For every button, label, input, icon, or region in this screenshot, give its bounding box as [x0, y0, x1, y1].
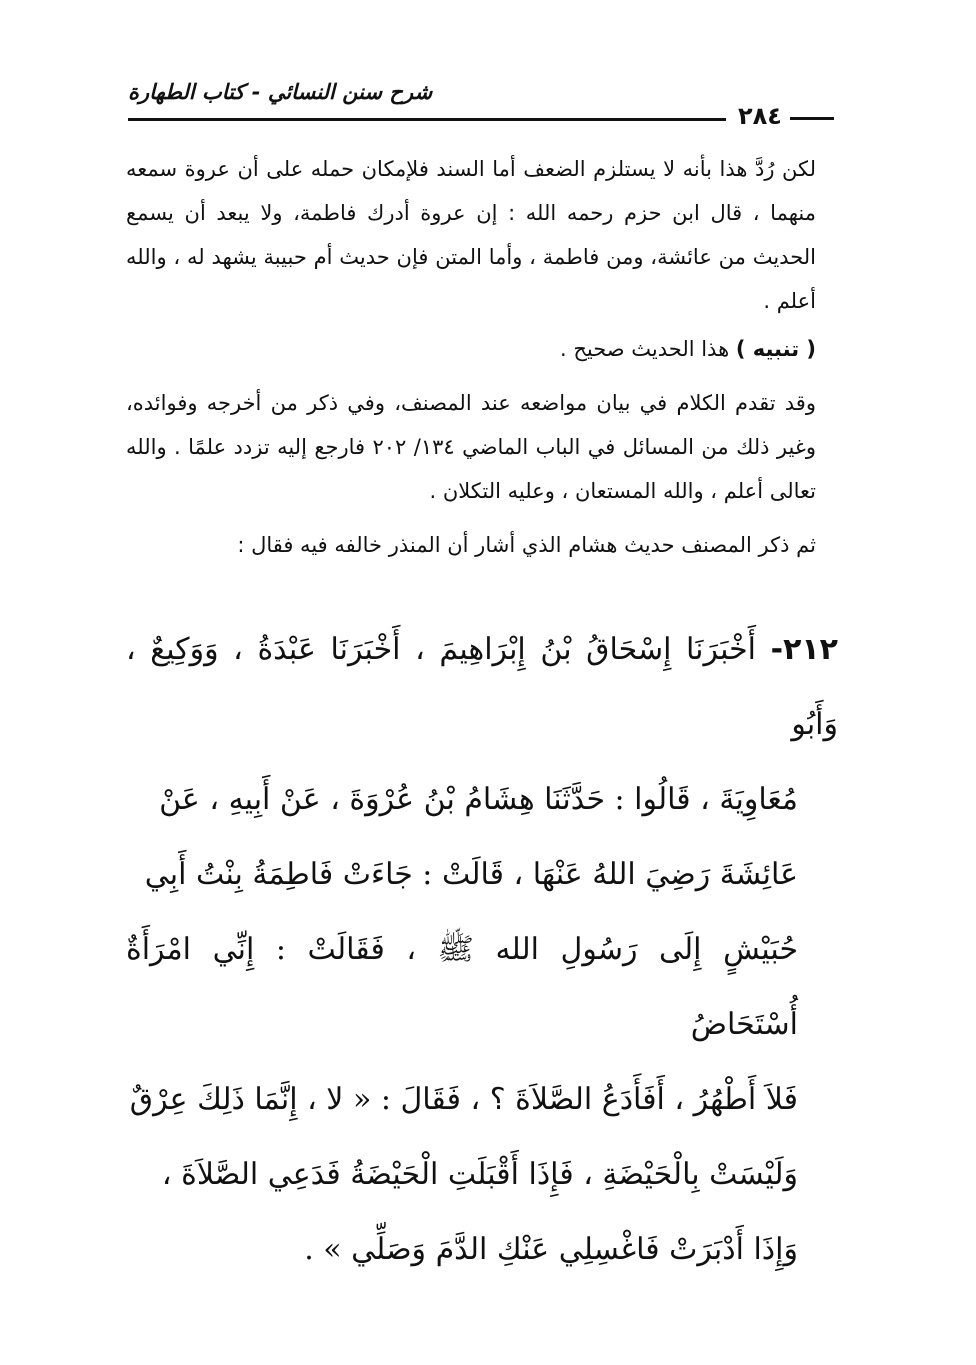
note-label: ( تنبيه ) — [735, 337, 816, 361]
running-title: شرح سنن النسائي - كتاب الطهارة — [128, 80, 433, 104]
hadith-line-6: وَلَيْسَتْ بِالْحَيْضَةِ ، فَإِذَا أَقْبَلَتِ الْحَيْضَةُ فَدَعِي الصَّلاَةَ ، — [161, 1157, 798, 1192]
hadith-line-1 — [126, 612, 838, 762]
note-paragraph — [126, 327, 838, 371]
page-number: ٢٨٤ — [738, 102, 782, 130]
hadith-line-3: عَائِشَةَ رَضِيَ اللهُ عَنْهَا ، قَالَتْ : جَاءَتْ فَاطِمَةُ بِنْتُ أَبِي — [144, 857, 798, 892]
commentary-paragraph-1: لكن رُدَّ هذا بأنه لا يستلزم الضعف أما السند فلإمكان حمله على أن عروة سمعه منهما ، قال ابن حزم رحمه الله : إن عروة أدرك فاطمة، ولا يبعد أن يسمع الحديث من عائشة، ومن فاطمة ، وأما المتن فإن حديث أم حبيبة يشهد له ، والله أعلم . — [126, 157, 816, 313]
hadith-text — [126, 612, 838, 1287]
header-rule — [128, 118, 726, 121]
commentary-paragraph-3: ثم ذكر المصنف حديث هشام الذي أشار أن المنذر خالفه فيه فقال : — [237, 533, 816, 557]
hadith-line-2: مُعَاوِيَةَ ، قَالُوا : حَدَّثَنَا هِشَامُ بْنُ عُرْوَةَ ، عَنْ أَبِيهِ ، عَنْ — [159, 782, 798, 817]
hadith-line-7: وَإِذَا أَدْبَرَتْ فَاغْسِلِي عَنْكِ الدَّمَ وَصَلِّي » . — [304, 1232, 798, 1267]
page-number-dash — [790, 117, 834, 120]
hadith-line-5: فَلاَ أَطْهُرُ ، أَفَأَدَعُ الصَّلاَةَ ؟ ، فَقَالَ : « لا ، إِنَّمَا ذَلِكَ عِرْقٌ — [129, 1082, 798, 1117]
page-header — [128, 78, 834, 130]
note-text: هذا الحديث صحيح . — [559, 337, 736, 361]
hadith-number: ٢١٢- — [770, 632, 838, 667]
commentary-paragraph-2: وقد تقدم الكلام في بيان مواضعه عند المصنف، وفي ذكر من أخرجه وفوائده، وغير ذلك من المسائل في الباب الماضي ١٣٤/ ٢٠٢ فارجع إليه تزدد علمًا . والله تعالى أعلم ، والله المستعان ، وعليه التكلان . — [126, 391, 816, 503]
commentary-block — [126, 147, 838, 567]
hadith-line-1-text: أَخْبَرَنَا إِسْحَاقُ بْنُ إِبْرَاهِيمَ ، أَخْبَرَنَا عَبْدَةُ ، وَوَكِيعٌ ، وَأَبُو — [126, 632, 838, 742]
hadith-line-4: حُبَيْشٍ إِلَى رَسُولِ الله ﷺ ، فَقَالَتْ : إِنِّي امْرَأَةٌ أُسْتَحَاضُ — [126, 932, 798, 1042]
